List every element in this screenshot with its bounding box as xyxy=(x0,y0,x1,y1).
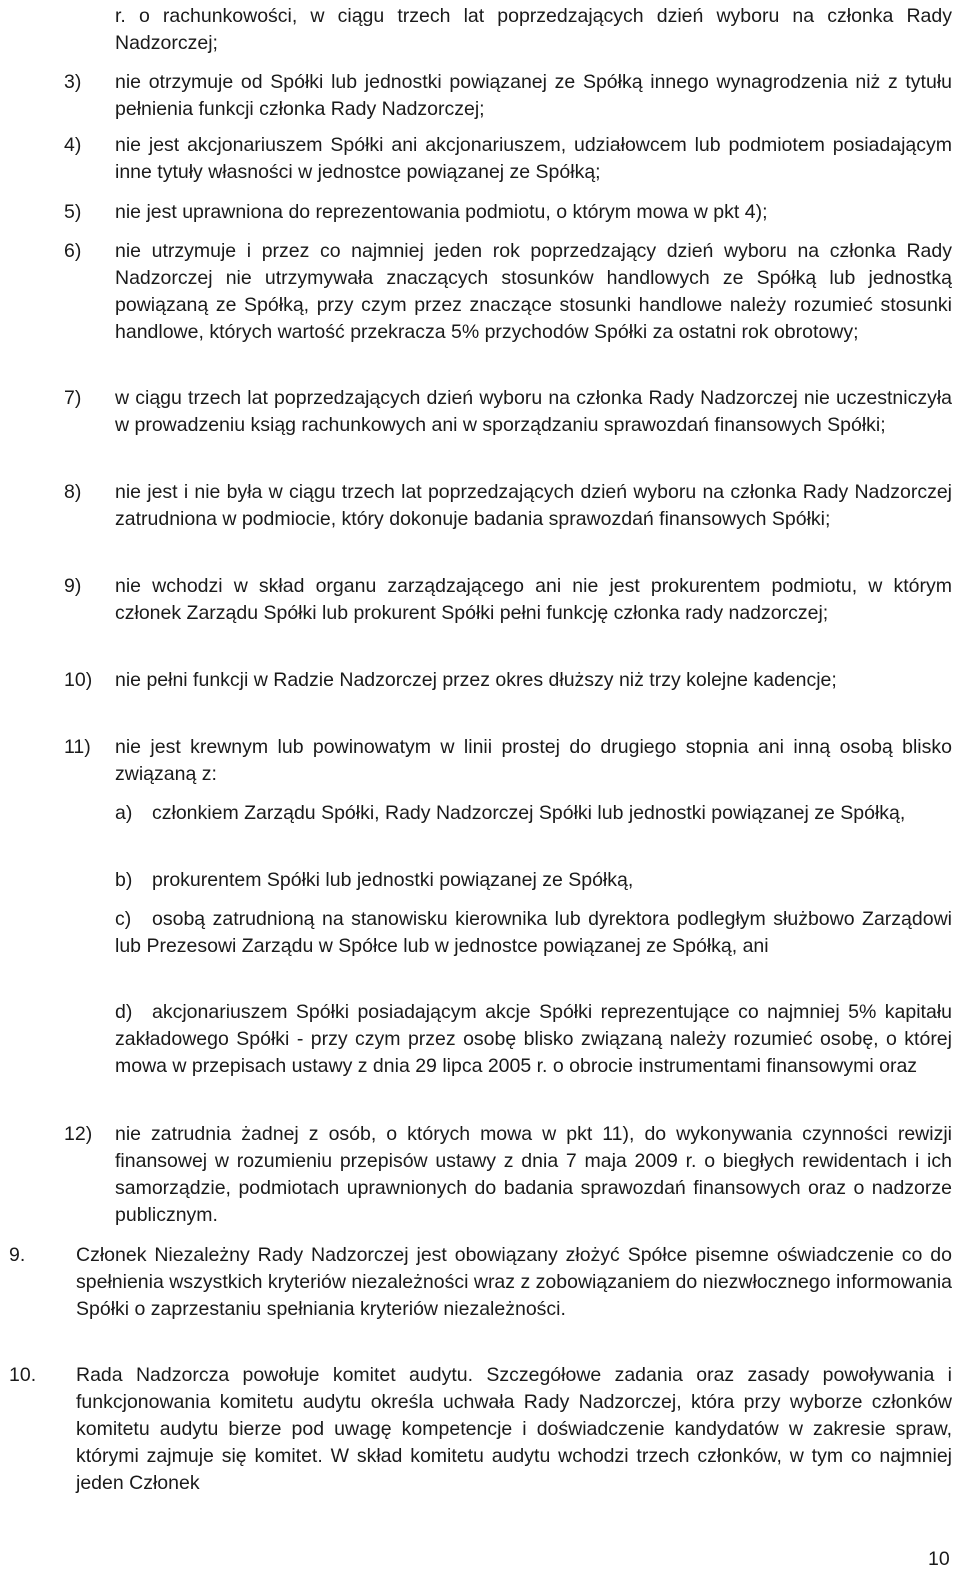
item-number: 5) xyxy=(64,201,82,223)
sub-list-item xyxy=(115,867,952,894)
item-text: nie zatrudnia żadnej z osób, o których mowa w pkt 11), do wykonywania czynności rewizji finansowej w rozumieniu przepisów ustawy z dnia 7 maja 2009 r. o biegłych rewidentach i ich samorządzie, podmiotach uprawnionych do badania sprawozdań finansowych oraz o nadzorze publicznym. xyxy=(115,1123,952,1226)
section-number: 10. xyxy=(9,1364,37,1386)
subitem-letter: c) xyxy=(115,908,132,930)
item-number: 7) xyxy=(64,387,82,409)
subitem-text: członkiem Zarządu Spółki, Rady Nadzorczej Spółki lub jednostki powiązanej ze Spółką, xyxy=(152,802,906,824)
list-item xyxy=(64,573,952,627)
item-text: nie otrzymuje od Spółki lub jednostki powiązanej ze Spółką innego wynagrodzenia niż z tytułu pełnienia funkcji członka Rady Nadzorczej; xyxy=(115,71,952,120)
item-text: nie pełni funkcji w Radzie Nadzorczej przez okres dłuższy niż trzy kolejne kadencje; xyxy=(115,669,837,691)
list-item xyxy=(64,734,952,788)
item-number: 8) xyxy=(64,481,82,503)
list-item xyxy=(64,69,952,123)
subitem-letter: b) xyxy=(115,869,133,891)
list-item xyxy=(64,238,952,346)
sub-list-item xyxy=(115,999,952,1080)
subitem-letter: a) xyxy=(115,802,133,824)
list-item xyxy=(64,1121,952,1229)
subitem-text: osobą zatrudnioną na stanowisku kierownika lub dyrektora podległym służbowo Zarządowi lub Prezesowi Zarządu w Spółce lub w jednostce powiązanej ze Spółką, ani xyxy=(115,908,952,957)
item-number: 3) xyxy=(64,71,82,93)
item-number: 12) xyxy=(64,1123,93,1145)
item-text: w ciągu trzech lat poprzedzających dzień wyboru na członka Rady Nadzorczej nie uczestniczyła w prowadzeniu ksiąg rachunkowych ani w sporządzaniu sprawozdań finansowych Spółki; xyxy=(115,387,952,436)
section-text: Członek Niezależny Rady Nadzorczej jest obowiązany złożyć Spółce pisemne oświadczenie co do spełnienia wszystkich kryteriów niezależności wraz z zobowiązaniem do niezwłocznego informowania Spółki o zaprzestaniu spełniania kryteriów niezależności. xyxy=(76,1244,952,1320)
subitem-letter: d) xyxy=(115,1001,133,1023)
section-text: Rada Nadzorcza powołuje komitet audytu. Szczegółowe zadania oraz zasady powoływania i funkcjonowania komitetu audytu określa uchwała Rady Nadzorczej, która przy wyborze członków komitetu audytu bierze pod uwagę kompetencje i doświadczenie kandydatów w zakresie spraw, którymi zajmuje się komitet. W skład komitetu audytu wchodzi trzech członków, w tym co najmniej jeden Członek xyxy=(76,1364,952,1494)
item-number: 11) xyxy=(64,736,91,758)
list-item xyxy=(64,385,952,439)
item-number: 9) xyxy=(64,575,82,597)
subitem-text: prokurentem Spółki lub jednostki powiązanej ze Spółką, xyxy=(152,869,634,891)
item-text: nie jest akcjonariuszem Spółki ani akcjonariuszem, udziałowcem lub podmiotem posiadającym inne tytuły własności w jednostce powiązanej ze Spółką; xyxy=(115,134,952,183)
item-number: 10) xyxy=(64,669,93,691)
page-number: 10 xyxy=(928,1548,950,1570)
sub-list-item xyxy=(115,906,952,960)
section-number: 9. xyxy=(9,1244,26,1266)
sub-list-item xyxy=(115,800,952,827)
continuation-paragraph: r. o rachunkowości, w ciągu trzech lat poprzedzających dzień wyboru na członka Rady Nadzorczej; xyxy=(115,5,952,54)
item-number: 4) xyxy=(64,134,82,156)
list-item xyxy=(64,199,952,226)
section-paragraph xyxy=(9,1242,952,1323)
item-text: nie jest krewnym lub powinowatym w linii prostej do drugiego stopnia ani inną osobą blisko związaną z: xyxy=(115,736,952,785)
list-item xyxy=(64,667,952,694)
subitem-text: akcjonariuszem Spółki posiadającym akcje Spółki reprezentujące co najmniej 5% kapitału zakładowego Spółki - przy czym przez osobę blisko związaną należy rozumieć osobę, o której mowa w przepisach ustawy z dnia 29 lipca 2005 r. o obrocie instrumentami finansowymi oraz xyxy=(115,1001,952,1077)
item-text: nie wchodzi w skład organu zarządzającego ani nie jest prokurentem podmiotu, w którym członek Zarządu Spółki lub prokurent Spółki pełni funkcję członka rady nadzorczej; xyxy=(115,575,952,624)
item-text: nie jest uprawniona do reprezentowania podmiotu, o którym mowa w pkt 4); xyxy=(115,201,768,223)
item-number: 6) xyxy=(64,240,82,262)
item-text: nie utrzymuje i przez co najmniej jeden rok poprzedzający dzień wyboru na członka Rady Nadzorczej nie utrzymywała znaczących stosunków handlowych ze Spółką lub jednostką powiązaną ze Spółką, przy czym przez znaczące stosunki handlowe należy rozumieć stosunki handlowe, których wartość przekracza 5% przychodów Spółki za ostatni rok obrotowy; xyxy=(115,240,952,343)
item-text: nie jest i nie była w ciągu trzech lat poprzedzających dzień wyboru na członka Rady Nadzorczej zatrudniona w podmiocie, który dokonuje badania sprawozdań finansowych Spółki; xyxy=(115,481,952,530)
list-item xyxy=(64,479,952,533)
list-item xyxy=(64,132,952,186)
section-paragraph xyxy=(9,1362,952,1497)
